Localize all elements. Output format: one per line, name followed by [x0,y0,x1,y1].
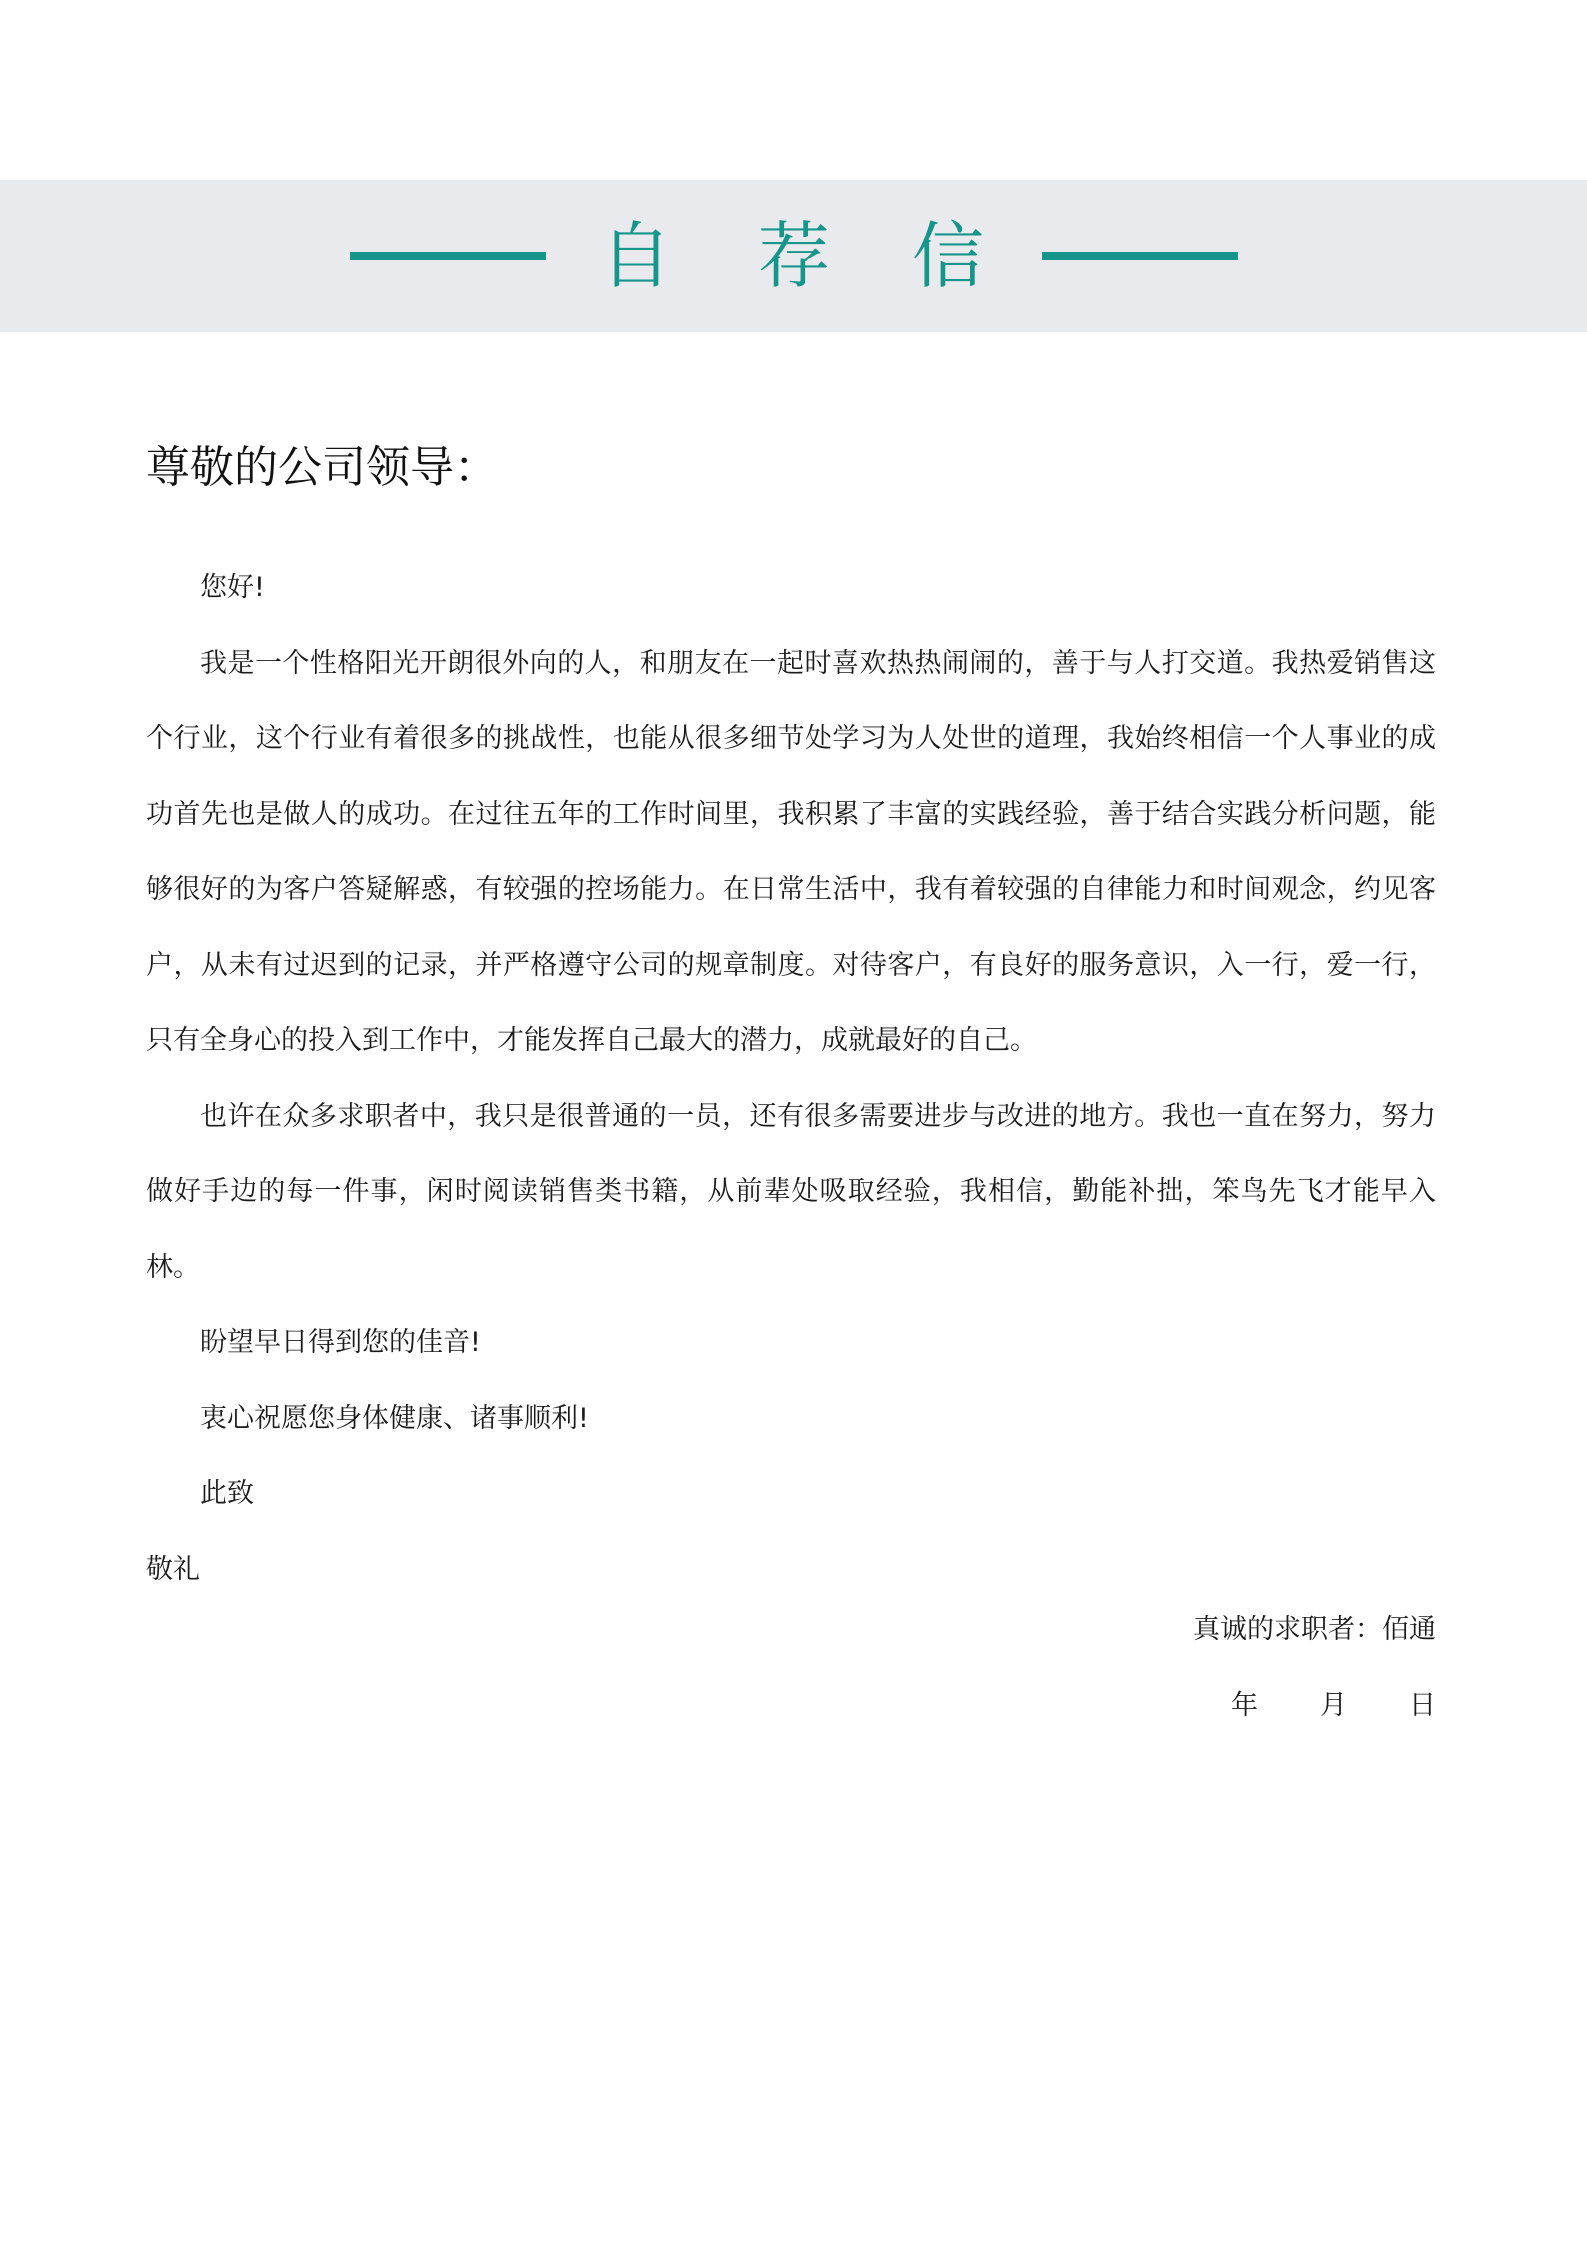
date-row [1231,1686,1436,1726]
header-left-rule [350,252,546,260]
header-right-rule [1042,252,1238,260]
date-year: 年 [1231,1690,1258,1721]
title-char-2: 荐 [757,214,830,298]
letter-body [146,550,1436,1607]
closing: 敬礼 [146,1553,200,1585]
date-day: 日 [1409,1690,1436,1721]
signature: 真诚的求职者：佰通 [1193,1614,1436,1645]
body-paragraph-2: 也许在众多求职者中，我只是很普通的一员，还有很多需要进步与改进的地方。我也一直在努力，努力做好手边的每一件事，闲时阅读销售类书籍，从前辈处吸取经验，我相信，勤能补拙，笨鸟先飞才能早入林。 [146,1100,1436,1283]
hope-line: 盼望早日得到您的佳音! [200,1327,481,1358]
regards-line: 此致 [200,1478,254,1509]
salutation: 尊敬的公司领导： [146,442,498,493]
date-month: 月 [1320,1690,1347,1721]
greeting: 您好! [200,572,265,603]
title-char-1: 自 [599,214,672,298]
body-paragraph-1: 我是一个性格阳光开朗很外向的人，和朋友在一起时喜欢热热闹闹的，善于与人打交道。我热爱销售这个行业，这个行业有着很多的挑战性，也能从很多细节处学习为人处世的道理，我始终相信一个人事业的成功首先也是做人的成功。在过往五年的工作时间里，我积累了丰富的实践经验，善于结合实践分析问题，能够很好的为客户答疑解惑，有较强的控场能力。在日常生活中，我有着较强的自律能力和时间观念，约见客户，从未有过迟到的记录，并严格遵守公司的规章制度。对待客户，有良好的服务意识，入一行，爱一行，只有全身心的投入到工作中，才能发挥自己最大的潜力，成就最好的自己。 [146,647,1436,1056]
title-char-3: 信 [911,214,984,298]
wish-line: 衷心祝愿您身体健康、诸事顺利! [200,1402,589,1434]
